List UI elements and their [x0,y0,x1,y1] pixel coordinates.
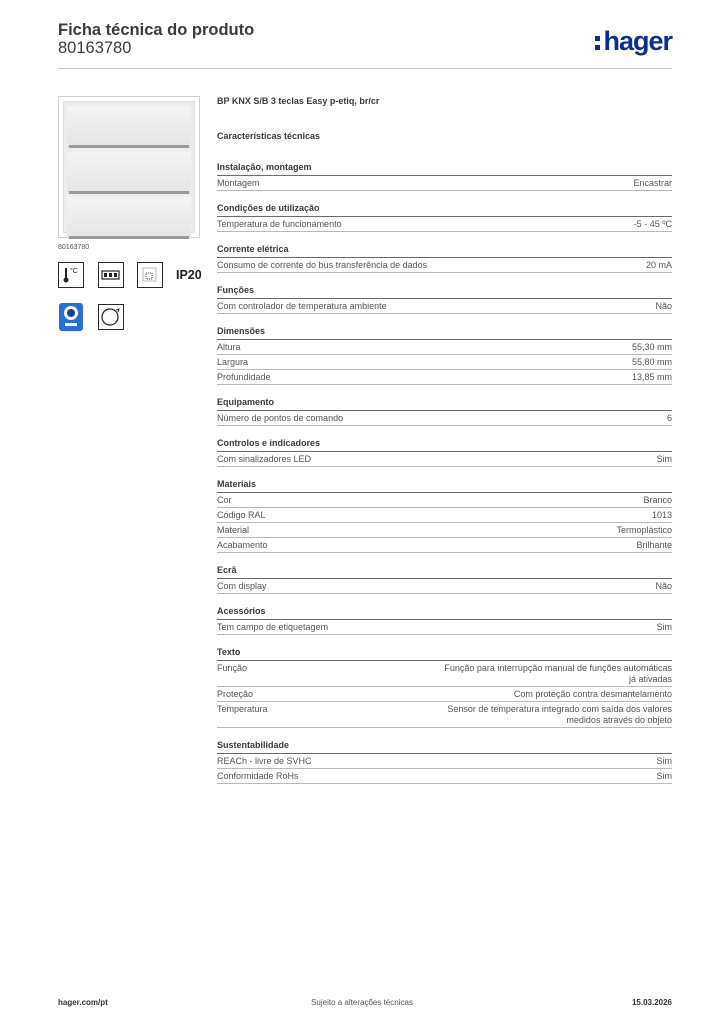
spec-label: Função [217,663,248,673]
logo-colon-icon [595,36,600,50]
spec-group-title: Materiais [217,478,672,493]
knx-device-icon [98,262,124,288]
spec-value: Não [655,581,672,591]
spec-label: Consumo de corrente do bus transferência de dados [217,260,428,270]
spec-group-title: Sustentabilidade [217,739,672,754]
spec-label: Proteção [217,689,254,699]
spec-label: Com controlador de temperatura ambiente [217,301,387,311]
spec-row [217,702,672,728]
footer-disclaimer: Sujeito a alterações técnicas [311,998,413,1007]
spec-label: Com display [217,581,267,591]
spec-label: Com sinalizadores LED [217,454,312,464]
wall-mounting-icon [137,262,163,288]
spec-row [217,754,672,769]
spec-row [217,508,672,523]
section-title: Características técnicas [217,131,321,141]
logo-text: hager [603,25,672,56]
spec-value: Sim [656,771,672,781]
spec-row [217,579,672,594]
spec-label: Altura [217,342,241,352]
spec-group [217,739,672,784]
spec-row [217,687,672,702]
spec-group [217,646,672,728]
spec-value: Sim [656,454,672,464]
spec-row [217,452,672,467]
spec-label: Temperatura [217,704,268,714]
spec-value: Não [655,301,672,311]
spec-group-title: Ecrã [217,564,672,579]
spec-value: 6 [666,413,672,423]
spec-group [217,564,672,594]
spec-label: Tem campo de etiquetagem [217,622,329,632]
ip20-rating: IP20 [176,268,202,282]
spec-row [217,299,672,314]
spec-label: Cor [217,495,232,505]
product-code: 80163780 [58,39,132,57]
spec-row [217,258,672,273]
spec-label: Conformidade RoHs [217,771,299,781]
image-reference: 80163780 [58,244,90,251]
spec-row [217,340,672,355]
spec-row [217,620,672,635]
spec-value: Encastrar [633,178,672,188]
spec-value: Termoplástico [616,525,672,535]
spec-row [217,538,672,553]
footer-date: 15.03.2026 [631,998,672,1007]
spec-group [217,284,672,314]
spec-group [217,325,672,385]
spec-group-title: Instalação, montagem [217,161,672,176]
spec-group-title: Funções [217,284,672,299]
spec-group-title: Acessórios [217,605,672,620]
spec-group [217,437,672,467]
spec-group-title: Equipamento [217,396,672,411]
temperature-icon [58,262,84,288]
spec-label: Temperatura de funcionamento [217,219,342,229]
product-image [58,96,200,238]
footer-website[interactable]: hager.com/pt [58,998,108,1007]
spec-value: Brilhante [636,540,672,550]
spec-group-title: Corrente elétrica [217,243,672,258]
spec-row [217,493,672,508]
spec-group-title: Dimensões [217,325,672,340]
hager-logo [595,26,672,56]
spec-value: -5 - 45 ºC [633,219,672,229]
rotating-mounting-icon [98,304,124,330]
spec-label: Material [217,525,250,535]
spec-label: REACh - livre de SVHC [217,756,312,766]
spec-group-title: Condições de utilização [217,202,672,217]
spec-group-title: Controlos e indicadores [217,437,672,452]
spec-groups [217,161,672,784]
spec-value: Sensor de temperatura integrado com saída dos valores medidos através do objeto [447,704,672,725]
spec-value: Sim [656,622,672,632]
spec-value: 20 mA [645,260,672,270]
spec-row [217,370,672,385]
spec-row [217,176,672,191]
spec-group [217,243,672,273]
spec-row [217,411,672,426]
spec-row [217,217,672,232]
spec-value: 13,85 mm [631,372,672,382]
spec-value: 1013 [651,510,672,520]
push-button-illustration [63,101,195,233]
technical-content [217,96,672,795]
spec-value: Com proteção contra desmantelamento [513,689,672,699]
spec-row [217,769,672,784]
spec-label: Montagem [217,178,260,188]
spec-label: Profundidade [217,372,271,382]
spec-value: Sim [656,756,672,766]
spec-row [217,355,672,370]
spec-label: Acabamento [217,540,268,550]
spec-value: Branco [643,495,672,505]
spec-value: 55,30 mm [631,342,672,352]
temperature-unit: °C [70,268,78,275]
spec-row [217,523,672,538]
spec-group [217,478,672,553]
header-divider [58,68,672,69]
spec-group [217,161,672,191]
spec-label: Número de pontos de comando [217,413,344,423]
spec-row [217,661,672,687]
spec-group-title: Texto [217,646,672,661]
spec-group [217,396,672,426]
product-name: BP KNX S/B 3 teclas Easy p-etiq, br/cr [217,96,380,106]
page-title: Ficha técnica do produto [58,21,255,39]
spec-group [217,605,672,635]
spec-value: 55,80 mm [631,357,672,367]
spec-label: Código RAL [217,510,266,520]
spec-label: Largura [217,357,249,367]
spec-value: Função para interrupção manual de funções automáticas já ativadas [444,663,672,684]
easy-configuration-icon [58,302,84,332]
spec-group [217,202,672,232]
